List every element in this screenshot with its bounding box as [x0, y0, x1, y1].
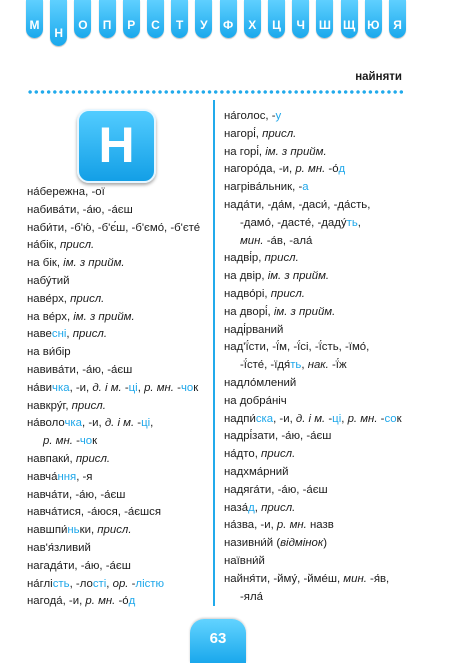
entry-text: наївни́й — [224, 554, 265, 567]
alphabet-tab[interactable]: П — [99, 0, 116, 38]
entry-text: к — [193, 381, 199, 394]
entry-text: на ви́бір — [27, 346, 71, 359]
dictionary-entry — [224, 144, 402, 162]
grammar-label: р. мн. — [347, 412, 378, 425]
entry-text: навча́ — [27, 470, 58, 483]
entry-text: нагріва́льник, - — [224, 181, 303, 194]
entry-text: на́дто, — [224, 448, 262, 461]
entry-text: чо — [180, 381, 194, 394]
dictionary-entry — [27, 522, 200, 540]
grammar-label: нак. — [307, 359, 329, 372]
entry-text: , — [301, 359, 308, 372]
dictionary-entry — [27, 255, 200, 273]
entry-text: наза́ — [224, 501, 249, 514]
entry-text: ння — [57, 470, 77, 483]
entry-text: на бік, — [27, 257, 64, 270]
entry-text: наді́рваний — [224, 323, 284, 336]
entry-text: у — [275, 110, 282, 122]
grammar-label: присл. — [75, 452, 111, 465]
grammar-label: мин. — [343, 572, 367, 585]
grammar-label: р. мн. — [43, 435, 73, 448]
entry-text: , — [106, 577, 113, 590]
grammar-label: д. і м. — [92, 381, 122, 394]
dictionary-entry — [27, 415, 200, 433]
dictionary-entry — [27, 593, 200, 611]
dictionary-entry — [27, 433, 200, 451]
entry-text: лі — [135, 577, 145, 590]
entry-text: набива́ти, -а́ю, -а́єш — [27, 203, 133, 216]
dictionary-entry — [224, 553, 402, 571]
entry-text: нь — [67, 524, 80, 537]
entry-text: навча́ти, -а́ю, -а́єш — [27, 488, 126, 501]
entry-text: на́воло — [27, 417, 65, 430]
entry-text: -яла́ — [240, 590, 263, 603]
dictionary-entry — [224, 339, 402, 357]
dictionary-entry — [224, 179, 402, 197]
dictionary-entry — [224, 322, 402, 340]
dictionary-entry — [224, 250, 402, 268]
entry-text: сті — [92, 577, 107, 590]
entry-text: на добра́ніч — [224, 394, 287, 407]
dictionary-entry — [27, 398, 200, 416]
grammar-label: р. мн. — [144, 381, 174, 394]
entry-text: надло́млений — [224, 376, 297, 389]
entry-text: , — [357, 216, 361, 229]
dictionary-entry — [27, 202, 200, 220]
alphabet-tab[interactable]: Щ — [341, 0, 358, 38]
dictionary-entry — [224, 108, 402, 126]
entry-text: а — [302, 181, 309, 194]
grammar-label: ім. з прийм. — [63, 257, 125, 270]
alphabet-tab[interactable]: М — [26, 0, 43, 38]
dictionary-entry — [27, 451, 200, 469]
entry-text: , -и, — [82, 417, 105, 430]
entry-text: -о́ — [325, 163, 339, 176]
entry-text: надхма́рний — [224, 465, 289, 478]
entry-text: найня́ти, -йму́, -йме́ш, — [224, 572, 344, 585]
dictionary-entry — [224, 446, 402, 464]
entry-text: со — [384, 412, 397, 425]
grammar-label: ім. з прийм. — [267, 270, 330, 283]
entry-text: д — [338, 163, 346, 176]
entry-text: навива́ти, -а́ю, -а́єш — [27, 363, 133, 376]
alphabet-tab[interactable]: Ц — [268, 0, 285, 38]
entry-text: навшпи́ — [27, 524, 68, 537]
dictionary-entry — [224, 411, 402, 429]
entry-text: , — [254, 501, 262, 514]
dictionary-entry — [27, 326, 200, 344]
dictionary-entry — [224, 500, 402, 518]
entry-text: навкру́г, — [27, 399, 72, 412]
entry-text: на́зва, -и, — [224, 519, 277, 532]
entry-text: -я́в, — [366, 572, 390, 585]
right-column — [224, 108, 402, 606]
left-column — [27, 184, 200, 611]
entry-text: на́глі — [27, 577, 53, 590]
entry-text: стю — [144, 577, 165, 590]
page-number-badge: 63 — [190, 619, 246, 663]
dictionary-entry — [224, 571, 402, 589]
entry-text: на горі́, — [224, 145, 266, 158]
entry-text: д — [128, 595, 136, 608]
section-letter-tile: Н — [77, 109, 156, 183]
dictionary-entry — [27, 220, 200, 238]
entry-text: -ї́ж — [328, 359, 347, 372]
entry-text: , — [66, 328, 73, 341]
entry-text: ці — [332, 412, 342, 425]
dictionary-entry — [27, 344, 200, 362]
entry-text: , — [150, 417, 154, 430]
dictionary-entry — [27, 576, 200, 594]
entry-text: ска — [255, 412, 274, 425]
entry-text: ть — [346, 216, 358, 229]
entry-text: нада́ти, -да́м, -даси́, -да́сть, — [224, 198, 371, 211]
dotted-separator — [27, 90, 403, 94]
grammar-label: р. мн. — [85, 595, 116, 608]
entry-text: на́ви — [27, 381, 53, 394]
grammar-label: д. і м. — [295, 412, 326, 425]
entry-text: , -и, — [69, 381, 93, 394]
alphabet-tab[interactable]: Х — [244, 0, 261, 38]
entry-text: ) — [323, 537, 327, 550]
entry-text: на ве́рх, — [27, 310, 74, 323]
alphabet-tab[interactable]: Ч — [292, 0, 309, 38]
grammar-label: мин. — [240, 234, 264, 247]
entry-text: к — [92, 435, 98, 448]
entry-text: , -ло — [69, 577, 93, 590]
grammar-label: присл. — [97, 524, 132, 537]
entry-text: навча́тися, -а́юся, -а́єшся — [27, 506, 162, 519]
grammar-label: ім. з прийм. — [265, 145, 327, 158]
entry-text: надрі́зати, -а́ю, -а́єш — [224, 430, 332, 443]
entry-text: надпи́ — [224, 412, 256, 425]
entry-text: -а́в, -ала́ — [263, 234, 313, 247]
grammar-label: присл. — [72, 328, 107, 341]
alphabet-tab[interactable]: Н — [50, 0, 67, 46]
grammar-label: присл. — [261, 448, 296, 461]
dictionary-entry — [224, 535, 402, 553]
dictionary-entry — [27, 469, 200, 487]
dictionary-entry — [224, 428, 402, 446]
dictionary-entry — [27, 362, 200, 380]
dictionary-entry — [27, 291, 200, 309]
dictionary-entry — [224, 268, 402, 286]
entry-text: чо — [79, 435, 93, 448]
dictionary-entry — [224, 482, 402, 500]
entry-text: наве — [27, 328, 52, 341]
alphabet-tab[interactable]: Я — [389, 0, 406, 38]
entry-text: ці — [128, 381, 138, 394]
entry-text: на двір, — [224, 270, 268, 283]
entry-text: над'ї́сти, -ї́м, -ї́сі, -ї́сть, -їмо́, — [224, 341, 370, 354]
entry-text: , -и, — [273, 412, 296, 425]
entry-text: на́бережна, -ої — [27, 186, 105, 198]
dictionary-entry — [27, 237, 200, 255]
dictionary-entry — [224, 304, 402, 322]
entry-text: ки, — [79, 524, 98, 537]
dictionary-entry — [224, 464, 402, 482]
entry-text: ть — [290, 359, 302, 372]
entry-text: -о́ — [115, 595, 129, 608]
entry-text: нагорі́, — [224, 127, 263, 140]
alphabet-tab[interactable]: С — [147, 0, 164, 38]
grammar-label: присл. — [261, 501, 296, 514]
entry-text: к — [396, 412, 402, 425]
entry-text: чка — [64, 417, 83, 430]
running-head: найняти — [355, 71, 402, 83]
dictionary-entry — [27, 504, 200, 522]
grammar-label: ор. — [112, 577, 129, 590]
dictionary-entry — [224, 161, 402, 179]
entry-text: навпаки́, — [27, 452, 76, 465]
entry-text: на́бік, — [27, 239, 60, 252]
entry-text: - — [134, 417, 142, 430]
entry-text: наби́ти, -б'ю́, -б'є́ш, -б'ємо́, -б'єте́ — [27, 221, 201, 234]
entry-text: ці — [141, 417, 151, 430]
alphabet-tab[interactable]: Т — [171, 0, 188, 38]
dictionary-entry — [224, 393, 402, 411]
grammar-label: присл. — [71, 399, 106, 412]
entry-text: -дамо́, -дасте́, -даду́ — [240, 216, 347, 229]
entry-text: - — [377, 412, 385, 425]
entry-text: - — [173, 381, 181, 394]
dictionary-entry — [224, 197, 402, 215]
entry-text: , — [137, 381, 145, 394]
entry-text: на́голос, - — [224, 110, 276, 122]
dictionary-entry — [224, 233, 402, 251]
entry-text: надяга́ти, -а́ю, -а́єш — [224, 483, 328, 496]
entry-text: набу́тий — [27, 274, 70, 287]
grammar-label: присл. — [60, 239, 95, 252]
entry-text: нагада́ти, -а́ю, -а́єш — [27, 559, 131, 572]
column-divider — [213, 100, 215, 606]
alphabet-tab[interactable]: Ю — [365, 0, 382, 38]
entry-text: нагода́, -и, — [27, 595, 86, 608]
entry-text: , — [341, 412, 348, 425]
entry-text: нав'я́зливий — [27, 541, 91, 554]
alphabet-tab[interactable]: У — [195, 0, 212, 38]
entry-text: наве́рх, — [27, 292, 71, 305]
entry-text: - — [72, 435, 80, 448]
dictionary-entry — [27, 184, 200, 202]
grammar-label: р. мн. — [276, 519, 307, 532]
grammar-label: д. і м. — [104, 417, 135, 430]
entry-text: сні — [51, 328, 67, 341]
dictionary-entry — [27, 558, 200, 576]
grammar-label: присл. — [270, 287, 305, 300]
entry-text: д — [248, 501, 255, 514]
grammar-label: присл. — [264, 252, 299, 265]
entry-text: на дворі́, — [224, 305, 274, 318]
entry-text: - — [121, 381, 129, 394]
entry-text: -ї́сте́, -їдя́ — [240, 359, 291, 372]
entry-text: - — [128, 577, 136, 590]
entry-text: надво́рі, — [224, 287, 271, 300]
entry-text: , -я — [76, 470, 93, 483]
grammar-label: відмінок — [280, 537, 324, 550]
dictionary-entry — [27, 380, 200, 398]
entry-text: - — [325, 412, 333, 425]
grammar-label: ім. з прийм. — [273, 305, 336, 318]
entry-text: чка — [52, 381, 70, 394]
entry-text: нагоро́да, -и, — [224, 163, 296, 176]
dictionary-entry — [27, 273, 200, 291]
entry-text: назв — [306, 519, 334, 532]
entry-text: сть — [52, 577, 70, 590]
dictionary-entry — [224, 126, 402, 144]
dictionary-entry — [224, 215, 402, 233]
grammar-label: присл. — [262, 127, 297, 140]
entry-text: називни́й ( — [224, 537, 281, 550]
dictionary-entry — [224, 286, 402, 304]
entry-text: надві́р, — [224, 252, 265, 265]
grammar-label: р. мн. — [295, 163, 326, 176]
alphabet-tab[interactable]: Р — [123, 0, 140, 38]
dictionary-entry — [224, 357, 402, 375]
dictionary-entry — [27, 309, 200, 327]
alphabet-tab[interactable]: Ш — [316, 0, 333, 38]
dictionary-entry — [27, 487, 200, 505]
alphabet-tab[interactable]: Ф — [220, 0, 237, 38]
dictionary-entry — [224, 589, 402, 607]
dictionary-entry — [224, 517, 402, 535]
dictionary-entry — [27, 540, 200, 558]
dictionary-entry — [224, 375, 402, 393]
grammar-label: ім. з прийм. — [73, 310, 135, 323]
grammar-label: присл. — [70, 292, 105, 305]
alphabet-tab[interactable]: О — [74, 0, 91, 38]
